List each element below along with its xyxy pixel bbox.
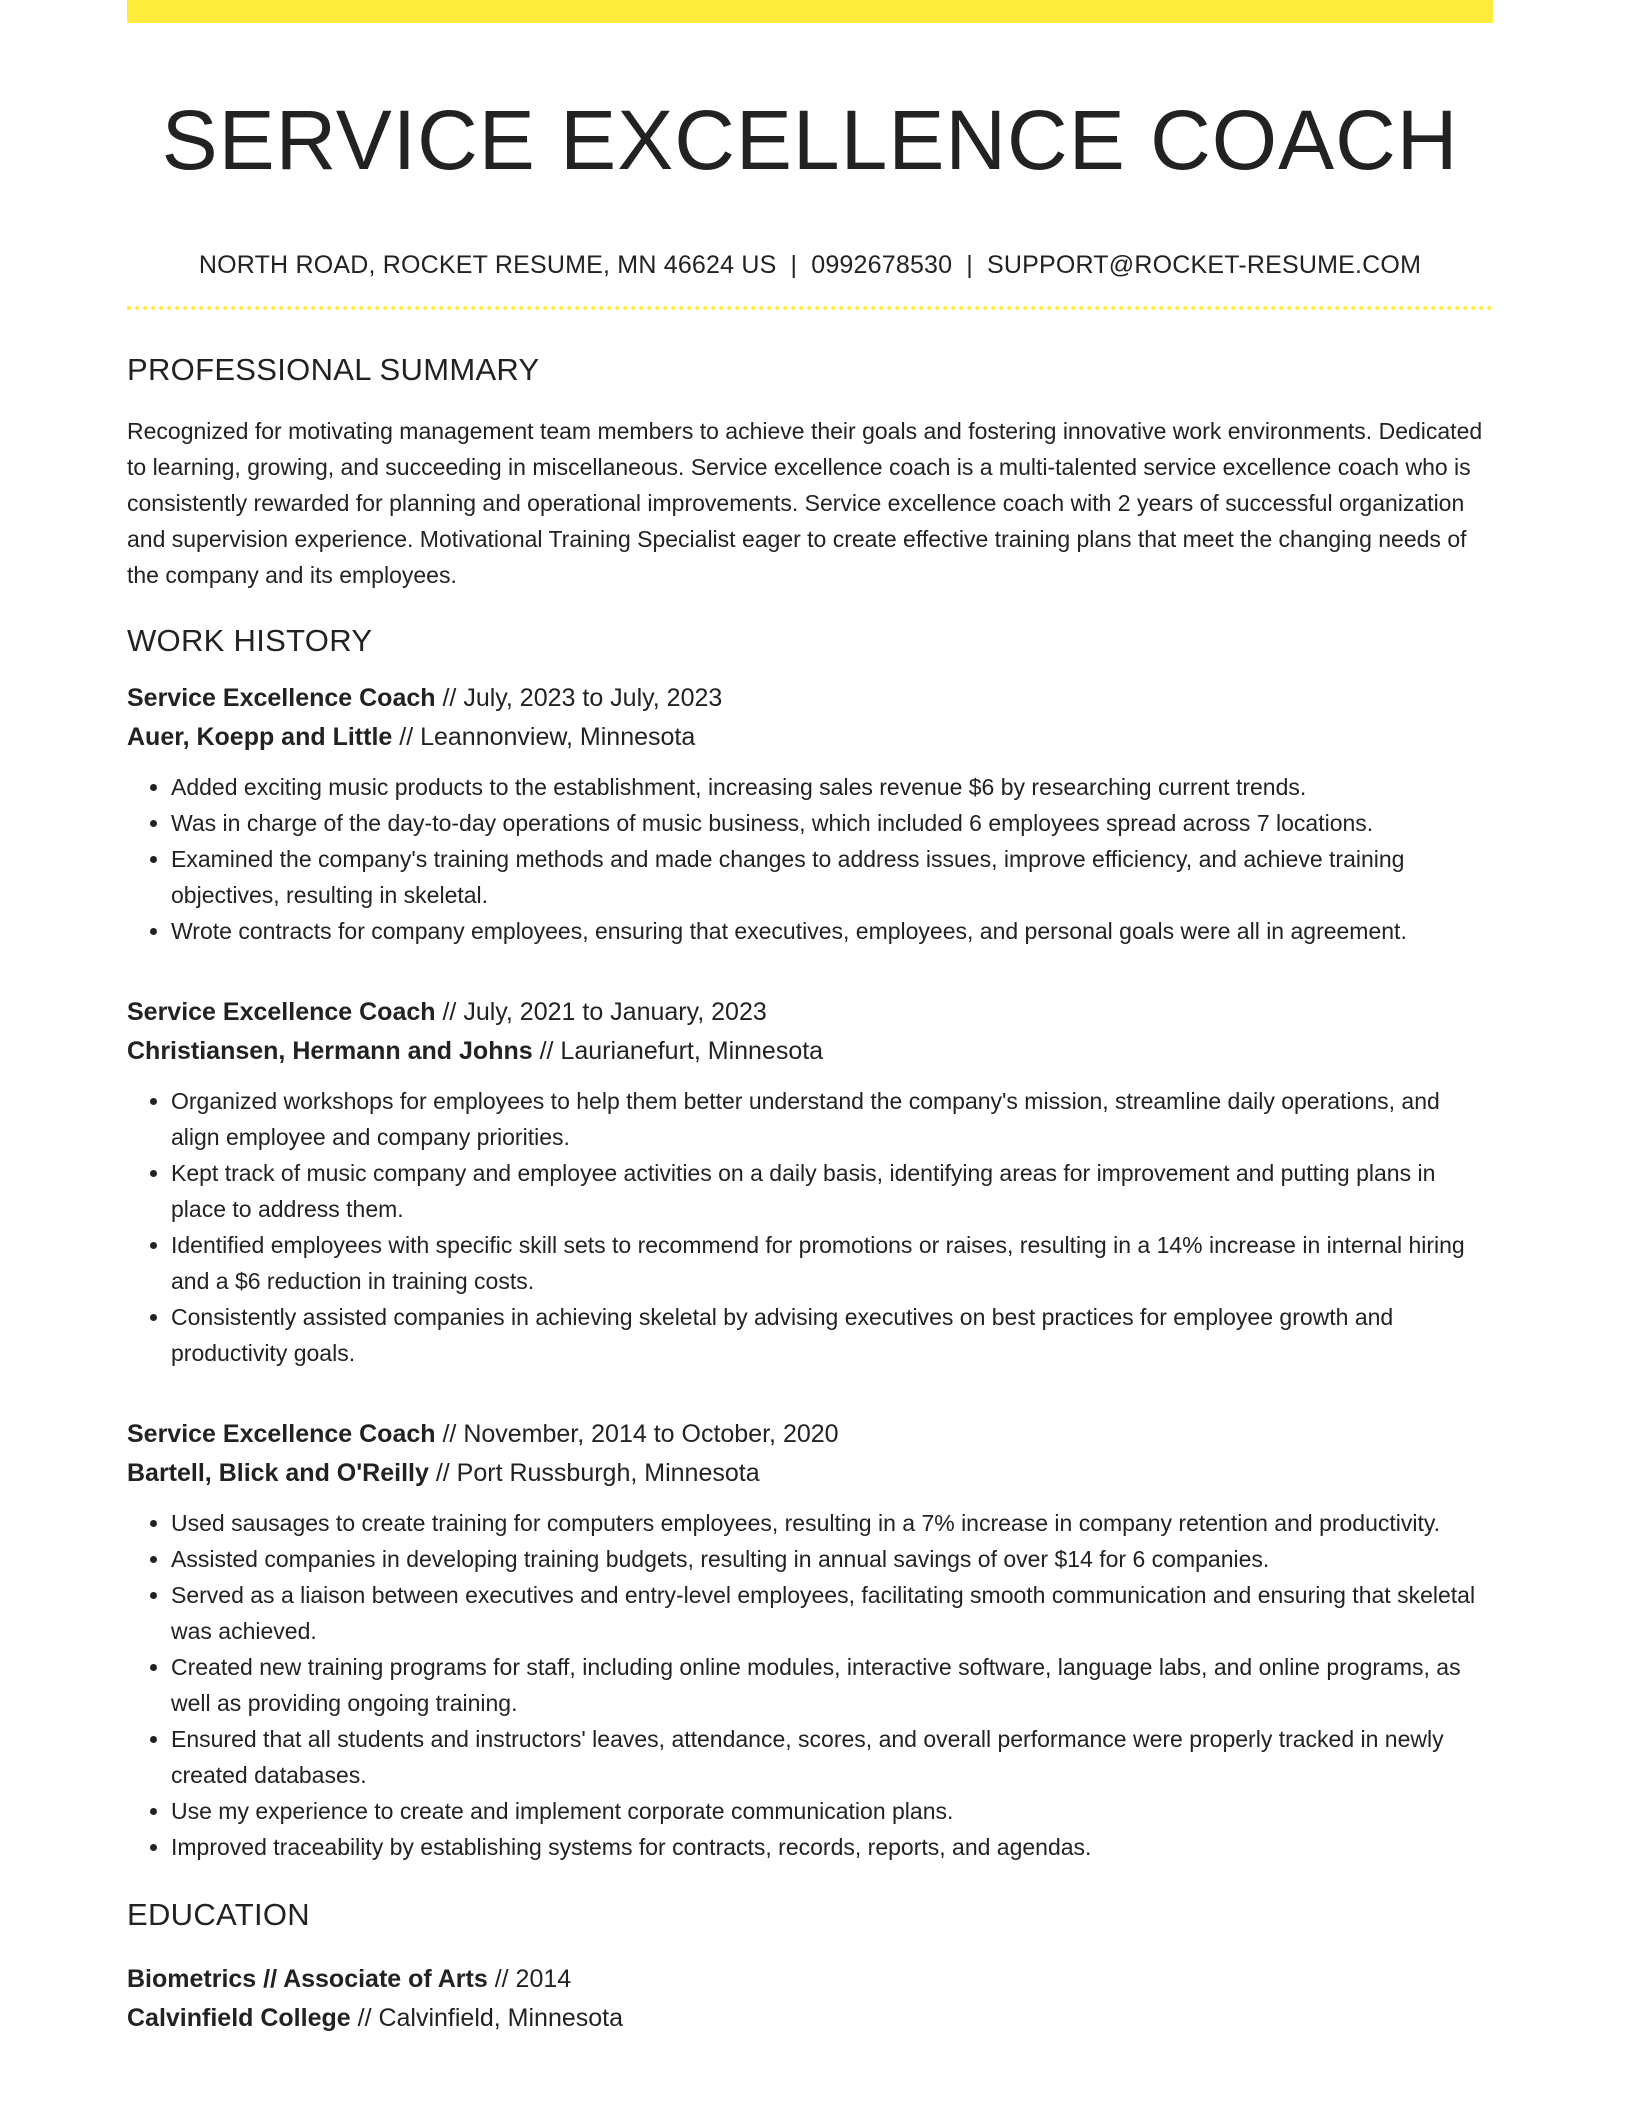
job-company: Auer, Koepp and Little <box>127 723 393 751</box>
job-dates: // July, 2021 to January, 2023 <box>435 998 767 1026</box>
summary-heading: PROFESSIONAL SUMMARY <box>127 352 540 387</box>
job-dates: // July, 2023 to July, 2023 <box>435 684 723 712</box>
job-title-line <box>127 1415 1493 1454</box>
education-school-line <box>127 1999 1493 2038</box>
work-history-heading: WORK HISTORY <box>127 623 373 658</box>
education-year: // 2014 <box>487 1965 572 1993</box>
job-location: // Leannonview, Minnesota <box>392 723 696 751</box>
education-degree-line <box>127 1960 1493 1999</box>
job-title-line <box>127 993 1493 1032</box>
job-bullet: • Identified employees with specific skill sets to recommend for promotions or raises, resulting in a 14% increase in internal hiring and a $6 reduction in training costs. <box>171 1227 1493 1299</box>
contact-line <box>127 249 1493 281</box>
contact-phone: 0992678530 <box>811 251 953 279</box>
education-degree: Biometrics // Associate of Arts <box>127 1965 488 1993</box>
education-entry <box>127 1960 1493 2038</box>
job-role: Service Excellence Coach <box>127 684 436 712</box>
job-company-line <box>127 1032 1493 1071</box>
job-company: Christiansen, Hermann and Johns <box>127 1037 533 1065</box>
education-location: // Calvinfield, Minnesota <box>350 2004 624 2032</box>
contact-email: SUPPORT@ROCKET-RESUME.COM <box>986 251 1422 279</box>
contact-address: NORTH ROAD, ROCKET RESUME, MN 46624 US <box>198 251 777 279</box>
job-bullet: • Organized workshops for employees to help them better understand the company's mission, streamline daily operations, and align employee and company priorities. <box>171 1083 1493 1155</box>
job-bullets <box>127 769 1493 949</box>
job-bullet: • Examined the company's training methods and made changes to address issues, improve efficiency, and achieve training objectives, resulting in skeletal. <box>171 841 1493 913</box>
contact-separator: | <box>966 251 973 279</box>
job-bullet: • Created new training programs for staff, including online modules, interactive software, language labs, and online programs, as well as providing ongoing training. <box>171 1649 1493 1721</box>
job-bullet: • Consistently assisted companies in achieving skeletal by advising executives on best practices for employee growth and productivity goals. <box>171 1299 1493 1371</box>
contact-separator: | <box>790 251 798 279</box>
job-role: Service Excellence Coach <box>127 998 436 1026</box>
job-location: // Port Russburgh, Minnesota <box>428 1459 760 1487</box>
job-bullets <box>127 1083 1493 1371</box>
job-company: Bartell, Blick and O'Reilly <box>127 1459 429 1487</box>
job-location: // Laurianefurt, Minnesota <box>532 1037 824 1065</box>
education-school: Calvinfield College <box>127 2004 351 2032</box>
job-entry <box>127 1415 1493 1865</box>
top-accent-bar <box>127 0 1493 23</box>
job-company-line <box>127 718 1493 757</box>
dotted-divider <box>127 306 1493 310</box>
job-bullet: • Used sausages to create training for computers employees, resulting in a 7% increase in company retention and productivity. <box>171 1505 1493 1541</box>
resume-title: SERVICE EXCELLENCE COACH <box>161 93 1459 187</box>
job-dates: // November, 2014 to October, 2020 <box>435 1420 839 1448</box>
job-role: Service Excellence Coach <box>127 1420 436 1448</box>
resume-page <box>127 0 1493 2038</box>
job-bullet: • Ensured that all students and instructors' leaves, attendance, scores, and overall performance were properly tracked in newly created databases. <box>171 1721 1493 1793</box>
summary-text: Recognized for motivating management team members to achieve their goals and fostering innovative work environments. Dedicated to learning, growing, and succeeding in miscellaneous. Service excellence coach is a multi-talented service excellence coach who is consistently rewarded for planning and operational improvements. Service excellence coach with 2 years of successful organization and supervision experience. Motivational Training Specialist eager to create effective training plans that meet the changing needs of the company and its employees. <box>127 418 1483 588</box>
job-entry <box>127 993 1493 1371</box>
job-bullet: • Served as a liaison between executives and entry-level employees, facilitating smooth communication and ensuring that skeletal was achieved. <box>171 1577 1493 1649</box>
job-bullet: • Wrote contracts for company employees, ensuring that executives, employees, and personal goals were all in agreement. <box>171 913 1493 949</box>
job-bullet: • Improved traceability by establishing systems for contracts, records, reports, and agendas. <box>171 1829 1493 1865</box>
job-bullet: • Added exciting music products to the establishment, increasing sales revenue $6 by researching current trends. <box>171 769 1493 805</box>
education-heading: EDUCATION <box>127 1897 310 1932</box>
job-bullet: • Assisted companies in developing training budgets, resulting in annual savings of over $14 for 6 companies. <box>171 1541 1493 1577</box>
job-bullet: • Kept track of music company and employee activities on a daily basis, identifying areas for improvement and putting plans in place to address them. <box>171 1155 1493 1227</box>
job-bullet: • Was in charge of the day-to-day operations of music business, which included 6 employees spread across 7 locations. <box>171 805 1493 841</box>
job-entry <box>127 679 1493 949</box>
job-bullets <box>127 1505 1493 1865</box>
job-company-line <box>127 1454 1493 1493</box>
job-title-line <box>127 679 1493 718</box>
job-bullet: • Use my experience to create and implement corporate communication plans. <box>171 1793 1493 1829</box>
